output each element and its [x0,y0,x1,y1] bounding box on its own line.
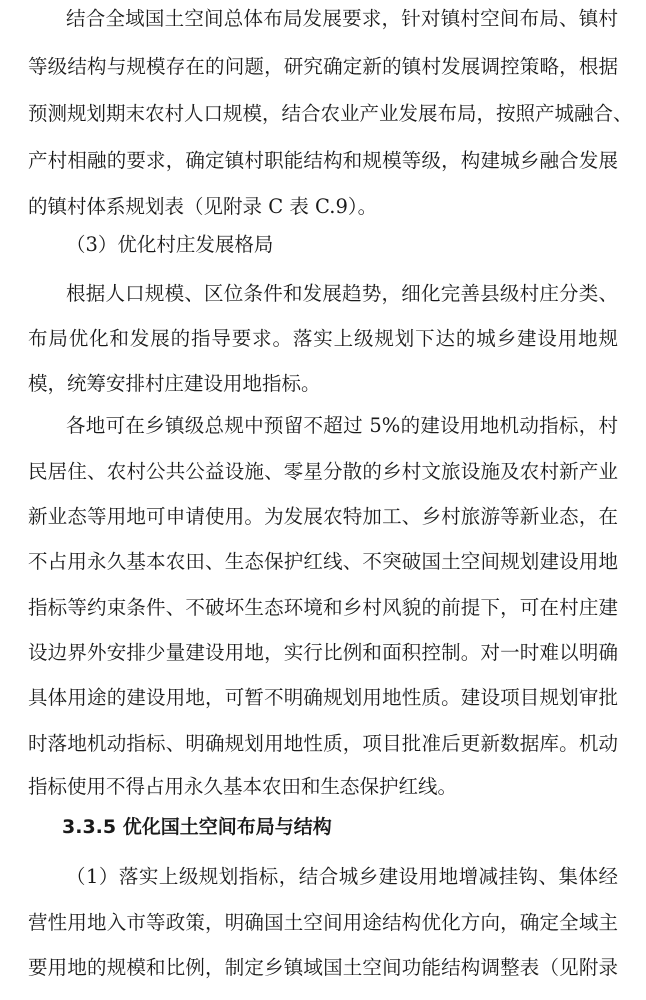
paragraph-3-line-6: 设边界外安排少量建设用地，实行比例和面积控制。对一时难以明确 [28,641,618,664]
paragraph-3-line-2: 民居住、农村公共公益设施、零星分散的乡村文旅设施及农村新产业 [28,460,618,483]
paragraph-3-line-5: 指标等约束条件、不破坏生态环境和乡村风貌的前提下，可在村庄建 [28,596,618,619]
paragraph-3-line-8: 时落地机动指标、明确规划用地性质，项目批准后更新数据库。机动 [28,732,618,755]
paragraph-4-line-3: 要用地的规模和比例，制定乡镇域国土空间功能结构调整表（见附录 [28,956,618,979]
paragraph-1-line-2: 等级结构与规模存在的问题，研究确定新的镇村发展调控策略，根据 [28,55,618,78]
section-heading-3-3-5: 3.3.5 优化国土空间布局与结构 [62,816,332,838]
paragraph-2-line-1: 根据人口规模、区位条件和发展趋势，细化完善县级村庄分类、 [66,282,618,305]
paragraph-1-line-3: 预测规划期末农村人口规模，结合农业产业发展布局，按照产城融合、 [28,102,633,125]
paragraph-2-line-3: 模，统筹安排村庄建设用地指标。 [28,372,321,395]
paragraph-3-line-7: 具体用途的建设用地，可暂不明确规划用地性质。建设项目规划审批 [28,686,618,709]
paragraph-3-line-1: 各地可在乡镇级总规中预留不超过 5%的建设用地机动指标，村 [66,414,618,437]
paragraph-1-line-5: 的镇村体系规划表（见附录 C 表 C.9）。 [28,195,378,218]
paragraph-4-line-2: 营性用地入市等政策，明确国土空间用途结构优化方向，确定全域主 [28,911,618,934]
paragraph-1-line-1: 结合全域国土空间总体布局发展要求，针对镇村空间布局、镇村 [66,7,618,30]
paragraph-4-line-1: （1）落实上级规划指标，结合城乡建设用地增减挂钩、集体经 [66,865,618,888]
paragraph-2-line-2: 布局优化和发展的指导要求。落实上级规划下达的城乡建设用地规 [28,327,618,350]
paragraph-3-line-9: 指标使用不得占用永久基本农田和生态保护红线。 [28,775,458,798]
subheading-optimize-village-layout: （3）优化村庄发展格局 [66,233,274,256]
paragraph-3-line-3: 新业态等用地可申请使用。为发展农特加工、乡村旅游等新业态，在 [28,505,618,528]
paragraph-3-line-4: 不占用永久基本农田、生态保护红线、不突破国土空间规划建设用地 [28,550,618,573]
paragraph-1-line-4: 产村相融的要求，确定镇村职能结构和规模等级，构建城乡融合发展 [28,149,618,172]
